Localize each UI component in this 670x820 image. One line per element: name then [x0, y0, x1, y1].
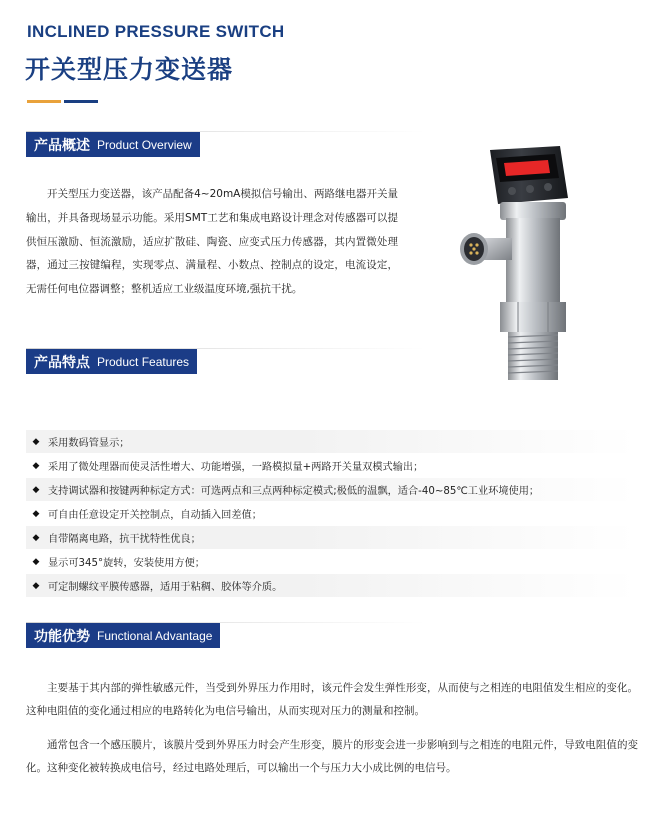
list-item: [26, 454, 636, 478]
diamond-bullet-icon: ◆: [32, 460, 40, 471]
feature-text: 采用数码管显示；: [48, 438, 130, 449]
section-header-features: [26, 348, 426, 374]
diamond-bullet-icon: ◆: [32, 580, 40, 591]
list-item: [26, 574, 636, 598]
section-title-en: Product Overview: [97, 137, 192, 152]
list-item: [26, 502, 636, 526]
list-item: [26, 550, 636, 574]
feature-text: 支持调试器和按键两种标定方式：可选两点和三点两种标定模式;极低的温飘，适合-40~85℃工业环境使用；: [48, 486, 540, 497]
feature-text: 自带隔离电路，抗干扰特性优良；: [48, 534, 201, 545]
section-label-box: [26, 623, 220, 648]
section-header-overview: [26, 131, 426, 157]
feature-text: 显示可345°旋转，安装使用方便；: [48, 558, 205, 569]
feature-text: 采用了微处理器而使灵活性增大、功能增强，一路模拟量+两路开关量双模式输出；: [48, 462, 424, 473]
feature-text: 可定制螺纹平膜传感器，适用于粘稠、胶体等介质。: [48, 582, 283, 593]
diamond-bullet-icon: ◆: [32, 556, 40, 567]
pressure-switch-illustration: [440, 138, 600, 388]
english-title: INCLINED PRESSURE SWITCH: [27, 22, 285, 41]
product-image: [440, 138, 600, 388]
advantage-paragraph-1: 主要基于其内部的弹性敏感元件，当受到外界压力作用时，该元件会发生弹性形变，从而使与之相连的电阻值发生相应的变化。这种电阻值的变化通过相应的电路转化为电信号输出，从而实现对压力的测量和控制。: [26, 682, 638, 717]
diamond-bullet-icon: ◆: [32, 484, 40, 495]
list-item: [26, 478, 636, 502]
section-title-cn: 产品特点: [34, 354, 90, 371]
diamond-bullet-icon: ◆: [32, 436, 40, 447]
diamond-bullet-icon: ◆: [32, 532, 40, 543]
section-header-advantage: [26, 622, 426, 648]
feature-text: 可自由任意设定开关控制点，自动插入回差值；: [48, 510, 262, 521]
section-title-cn: 功能优势: [34, 628, 90, 645]
feature-list: [26, 430, 636, 598]
diamond-bullet-icon: ◆: [32, 508, 40, 519]
overview-text: 开关型压力变送器，该产品配备4~20mA模拟信号输出、两路继电器开关量输出，并具备现场显示功能。采用SMT工艺和集成电路设计理念对传感器可以提供恒压激励、恒流激励，适应扩散硅、陶瓷、应变式压力传感器，其内置微处理器，通过三按键编程，实现零点、满量程、小数点、控制点的设定，电流设定，无需任何电位器调整；整机适应工业级温度环境,强抗干扰。: [26, 188, 398, 296]
section-title-cn: 产品概述: [34, 137, 90, 154]
section-label-box: [26, 349, 197, 374]
list-item: [26, 526, 636, 550]
list-item: [26, 430, 636, 454]
advantage-paragraph-2: 通常包含一个感压膜片，该膜片受到外界压力时会产生形变，膜片的形变会进一步影响到与之相连的电阻元件，导致电阻值的变化。这种变化被转换成电信号，经过电路处理后，可以输出一个与压力大小成比例的电信号。: [26, 739, 638, 774]
section-title-en: Product Features: [97, 354, 190, 369]
section-label-box: [26, 132, 200, 157]
section-title-en: Functional Advantage: [97, 628, 213, 643]
page-title: 开关型压力变送器: [25, 55, 234, 84]
accent-line-blue: [64, 100, 98, 103]
accent-line-orange: [27, 100, 61, 103]
